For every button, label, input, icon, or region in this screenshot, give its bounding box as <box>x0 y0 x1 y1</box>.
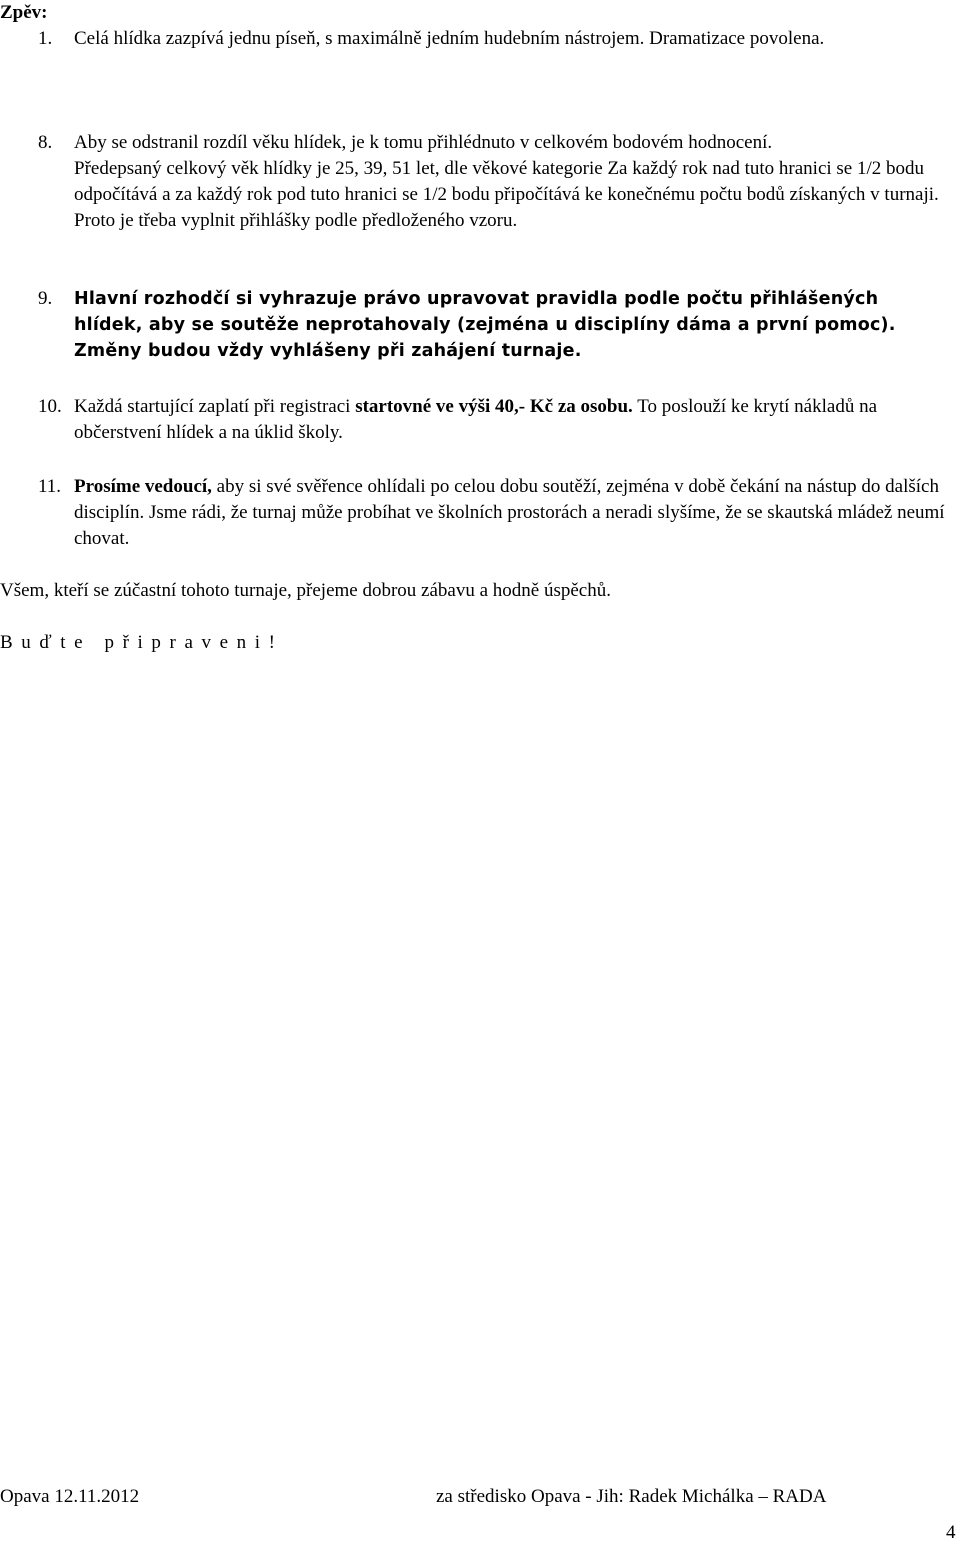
item-text: Předepsaný celkový věk hlídky je 25, 39, 51 let, dle věkové kategorie Za každý rok nad tuto hranici se 1/2 bodu odpočítává a za každý rok pod tuto hranici se 1/2 bodu připočítává ke konečnému počtu bodů získaných v turnaji. Proto je třeba vyplnit přihlášky podle předloženého vzoru. <box>74 158 939 231</box>
motto: Buďte připraveni! <box>0 632 284 653</box>
footer-place-date: Opava 12.11.2012 <box>0 1486 140 1507</box>
item-text <box>74 394 948 446</box>
item-text-part: aby si své svěřence ohlídali po celou dobu soutěží, zejména v době čekání na nástup do dalších disciplín. Jsme rádi, že turnaj může probíhat ve školních prostorách a neradi slyšíme, že se skautská mládež neumí chovat. <box>74 476 945 549</box>
list-item <box>38 286 948 364</box>
item-text-part: Každá startující zaplatí při registraci <box>74 396 356 417</box>
item-text-bold: Prosíme vedoucí, <box>74 476 212 497</box>
closing-text: Všem, kteří se zúčastní tohoto turnaje, přejeme dobrou zábavu a hodně úspěchů. <box>0 580 611 601</box>
list-item <box>38 394 948 446</box>
item-text: Hlavní rozhodčí si vyhrazuje právo upravovat pravidla podle počtu přihlášených hlídek, aby se soutěže neprotahovaly (zejména u disciplíny dáma a první pomoc). Změny budou vždy vyhlášeny při zahájení turnaje. <box>74 289 896 361</box>
item-number: 11. <box>38 476 62 497</box>
item-number: 10. <box>38 396 62 417</box>
item-text <box>74 474 948 552</box>
list-item <box>38 130 948 234</box>
section-heading: Zpěv: <box>0 2 48 23</box>
item-number: 1. <box>38 28 53 49</box>
item-text-part: To poslouží ke krytí nákladů na občerstvení hlídek a na úklid školy. <box>74 396 877 443</box>
item-number: 8. <box>38 132 53 153</box>
item-text-line: Aby se odstranil rozdíl věku hlídek, je k tomu přihlédnuto v celkovém bodovém hodnocení. <box>74 132 773 153</box>
page-number: 4 <box>946 1522 956 1543</box>
item-text-bold: startovné ve výši 40,- Kč za osobu. <box>355 396 633 417</box>
item-number: 9. <box>38 288 53 309</box>
list-item <box>38 26 948 52</box>
footer-signature: za středisko Opava - Jih: Radek Michálka – RADA <box>436 1486 827 1507</box>
item-text: Celá hlídka zazpívá jednu píseň, s maximálně jedním hudebním nástrojem. Dramatizace povolena. <box>74 28 825 49</box>
list-item <box>38 474 948 552</box>
